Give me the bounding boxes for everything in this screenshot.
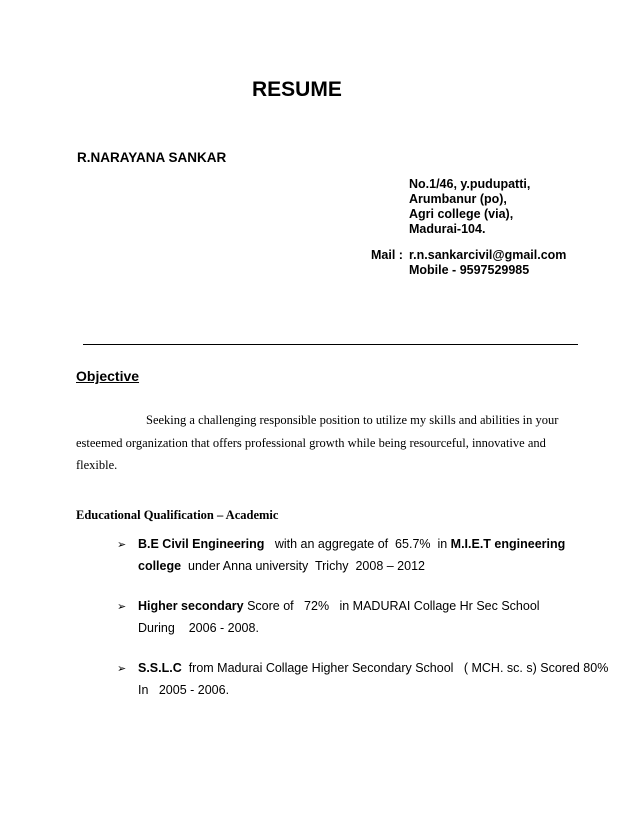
bullet-arrow-icon: ➢ [117, 663, 127, 675]
qualification-period: During 2006 - 2008. [138, 621, 259, 635]
qualification-period: In 2005 - 2006. [138, 683, 230, 697]
horizontal-divider [83, 344, 578, 345]
qualification-details: Score of 72% in MADURAI Collage Hr Sec School [243, 599, 540, 613]
address-line-4: Madurai-104. [409, 222, 486, 236]
college-name: M.I.E.T engineering [450, 537, 566, 551]
qualification-name: S.S.L.C [138, 661, 182, 675]
degree-name: B.E Civil Engineering [138, 537, 265, 551]
address-line-2: Arumbanur (po), [409, 192, 507, 206]
education-item-be [138, 537, 565, 551]
qualification-details: from Madurai Collage Higher Secondary School ( MCH. sc. s) Scored 80% [181, 661, 609, 675]
objective-line-3: flexible. [76, 458, 118, 472]
bullet-arrow-icon: ➢ [117, 539, 127, 551]
education-item-sslc [138, 661, 608, 675]
college-name-cont: college [138, 559, 182, 573]
resume-title: RESUME [252, 78, 342, 101]
education-item-hsc [138, 599, 540, 613]
mail-label: Mail : [371, 248, 403, 262]
objective-line-1: Seeking a challenging responsible position to utilize my skills and abilities in your [146, 413, 559, 427]
education-heading: Educational Qualification – Academic [76, 508, 279, 522]
bullet-arrow-icon: ➢ [117, 601, 127, 613]
address-line-3: Agri college (via), [409, 207, 514, 221]
education-item-sslc-line2 [138, 683, 229, 697]
email-address: r.n.sankarcivil@gmail.com [409, 248, 567, 262]
mobile-number: Mobile - 9597529985 [409, 263, 530, 277]
education-item-hsc-line2 [138, 621, 259, 635]
address-line-1: No.1/46, y.pudupatti, [409, 177, 531, 191]
degree-details: with an aggregate of 65.7% in [264, 537, 451, 551]
objective-heading: Objective [76, 368, 140, 384]
education-item-be-line2 [138, 559, 425, 573]
university-details: under Anna university Trichy 2008 – 2012 [181, 559, 425, 573]
qualification-name: Higher secondary [138, 599, 244, 613]
objective-line-2: esteemed organization that offers professional growth while being resourceful, innovative and [76, 436, 546, 450]
candidate-name: R.NARAYANA SANKAR [77, 150, 227, 165]
